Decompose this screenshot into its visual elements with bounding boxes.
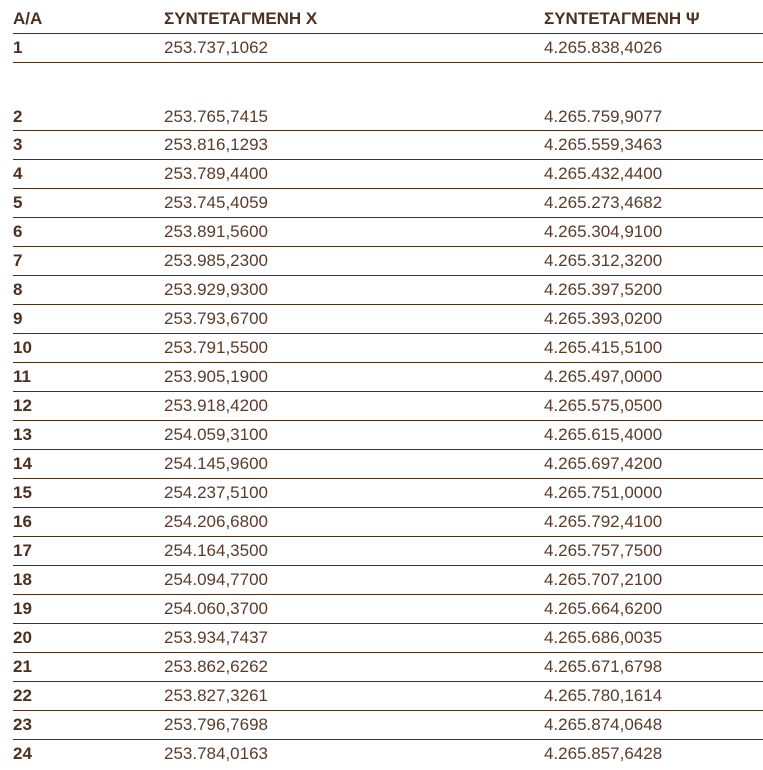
table-row [13,421,763,450]
coord-x-cell: 254.206,6800 [164,508,544,537]
coord-x-cell: 254.145,9600 [164,450,544,479]
coord-y-cell: 4.265.759,9077 [544,63,763,131]
coord-y-cell: 4.265.304,9100 [544,218,763,247]
row-number: 22 [13,682,164,711]
table-row [13,160,763,189]
coord-x-cell: 253.789,4400 [164,160,544,189]
row-number: 6 [13,218,164,247]
coord-y-cell: 4.265.664,6200 [544,595,763,624]
coord-x-cell: 254.094,7700 [164,566,544,595]
coord-y-cell: 4.265.697,4200 [544,450,763,479]
row-number: 23 [13,711,164,740]
coord-y-cell: 4.265.874,0648 [544,711,763,740]
row-number: 10 [13,334,164,363]
table-row [13,334,763,363]
coord-x-cell: 253.745,4059 [164,189,544,218]
coord-x-cell: 253.791,5500 [164,334,544,363]
table-row [13,305,763,334]
row-number: 12 [13,392,164,421]
coord-y-cell: 4.265.707,2100 [544,566,763,595]
coord-x-cell: 254.164,3500 [164,537,544,566]
coord-x-cell: 253.934,7437 [164,624,544,653]
coord-x-cell: 253.784,0163 [164,744,268,763]
table-row [13,595,763,624]
coord-y-cell: 4.265.615,4000 [544,421,763,450]
row-number: 11 [13,363,164,392]
coord-x-cell: 253.862,6262 [164,653,544,682]
coordinates-table [13,4,763,768]
coord-y-cell: 4.265.757,7500 [544,537,763,566]
table-row [13,653,763,682]
coord-y-cell: 4.265.751,0000 [544,479,763,508]
header-coord-y: ΣΥΝΤΕΤΑΓΜΕΝΗ Ψ [544,4,763,34]
coord-x-cell: 254.060,3700 [164,595,544,624]
coord-y-cell: 4.265.838,4026 [544,34,763,63]
row-number: 20 [13,624,164,653]
row-number: 1 [13,34,164,63]
header-coord-x: ΣΥΝΤΕΤΑΓΜΕΝΗ Χ [164,4,544,34]
coord-y-cell: 4.265.857,6428 [544,744,663,763]
coord-y-cell: 4.265.559,3463 [544,131,763,160]
row-number: 16 [13,508,164,537]
table-row [13,450,763,479]
coord-x-cell: 253.737,1062 [164,34,544,63]
row-number: 3 [13,131,164,160]
header-aa: Α/Α [13,4,164,34]
coord-x-cell: 253.929,9300 [164,276,544,305]
table-row [13,363,763,392]
coord-y-cell: 4.265.792,4100 [544,508,763,537]
table-row [13,711,763,740]
coord-y-cell: 4.265.686,0035 [544,624,763,653]
row-number: 14 [13,450,164,479]
coord-x-cell: 253.985,2300 [164,247,544,276]
row-number: 19 [13,595,164,624]
coord-y-cell: 4.265.432,4400 [544,160,763,189]
table-row [13,392,763,421]
coord-x-cell: 253.905,1900 [164,363,544,392]
table-body [13,34,763,769]
header-row [13,4,763,34]
coord-y-cell: 4.265.671,6798 [544,653,763,682]
coord-y-cell: 4.265.273,4682 [544,189,763,218]
table-row [13,740,763,769]
table-row [13,537,763,566]
table-row [13,508,763,537]
row-number: 24 [13,744,32,763]
table-row [13,189,763,218]
coord-x-cell: 253.918,4200 [164,392,544,421]
table-row [13,624,763,653]
row-number: 13 [13,421,164,450]
row-number: 21 [13,653,164,682]
row-number: 4 [13,160,164,189]
row-number: 2 [13,63,164,131]
coord-x-cell: 253.816,1293 [164,131,544,160]
table-row [13,479,763,508]
coord-y-cell: 4.265.780,1614 [544,682,763,711]
coord-x-cell: 254.237,5100 [164,479,544,508]
coord-x-cell: 254.059,3100 [164,421,544,450]
coord-x-cell: 253.765,7415 [164,63,544,131]
row-number: 15 [13,479,164,508]
coord-y-cell: 4.265.397,5200 [544,276,763,305]
table-row [13,682,763,711]
table-row [13,63,763,131]
coord-y-cell: 4.265.575,0500 [544,392,763,421]
table-row [13,566,763,595]
row-number: 18 [13,566,164,595]
table-row [13,34,763,63]
row-number: 9 [13,305,164,334]
coord-x-cell: 253.793,6700 [164,305,544,334]
row-number: 17 [13,537,164,566]
table-row [13,247,763,276]
table-row [13,218,763,247]
coord-x-cell: 253.796,7698 [164,711,544,740]
row-number: 7 [13,247,164,276]
coord-x-cell: 253.827,3261 [164,682,544,711]
row-number: 5 [13,189,164,218]
coord-x-cell: 253.891,5600 [164,218,544,247]
coord-y-cell: 4.265.497,0000 [544,363,763,392]
row-number: 8 [13,276,164,305]
coord-y-cell: 4.265.415,5100 [544,334,763,363]
coord-y-cell: 4.265.393,0200 [544,305,763,334]
table-row [13,131,763,160]
coord-y-cell: 4.265.312,3200 [544,247,763,276]
table-row [13,276,763,305]
